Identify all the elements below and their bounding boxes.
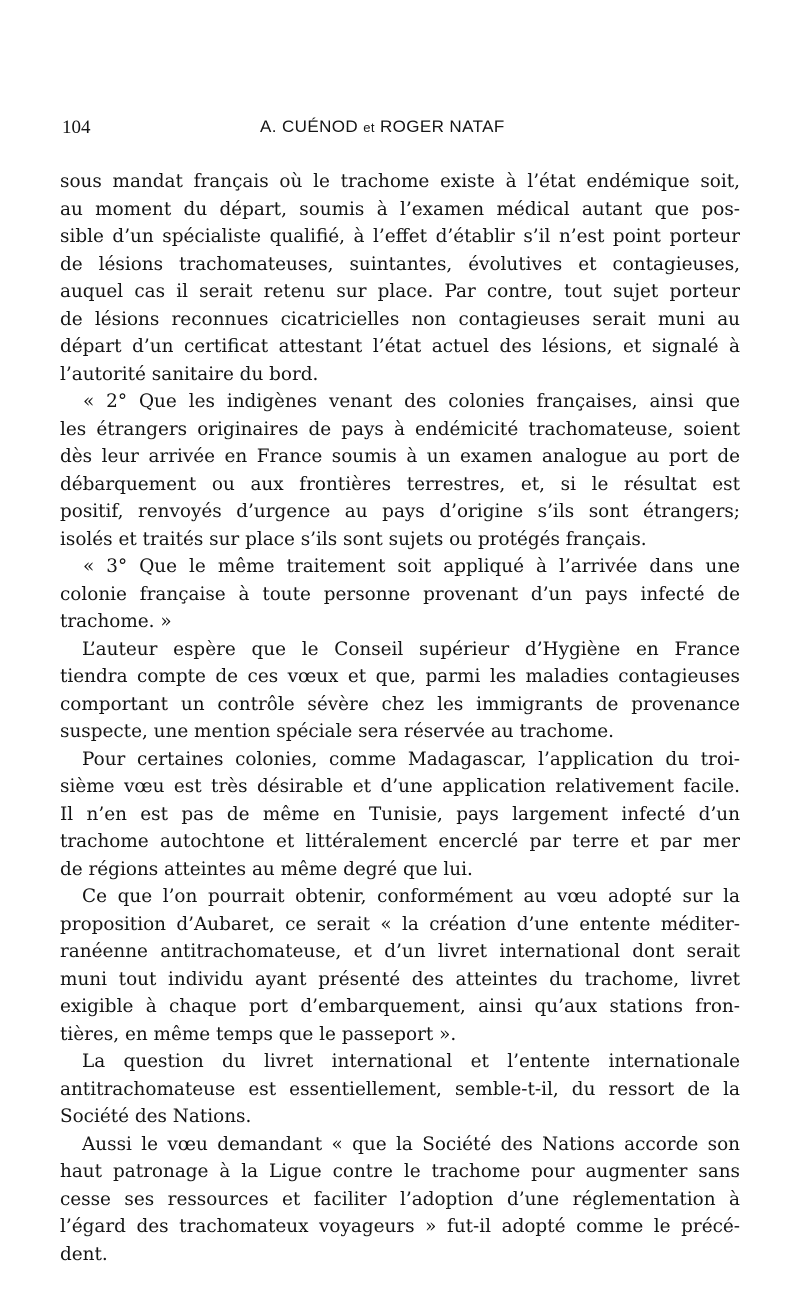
text-line: « 3° Que le même traitement soit appliqué à l’arrivée dans une [83, 556, 740, 577]
running-title-authors-1: A. CUÉNOD [260, 117, 359, 136]
text-line: haut patronage à la Ligue contre le trachome pour augmenter sans [60, 1161, 740, 1182]
running-title [260, 117, 505, 137]
text-line: ranéenne antitrachomateuse, et d’un livret international dont serait [60, 941, 740, 962]
text-line: départ d’un certificat attestant l’état actuel des lésions, et signalé à [60, 336, 740, 357]
text-line: Société des Nations. [60, 1106, 252, 1127]
text-line: dent. [60, 1243, 108, 1265]
text-line: les étrangers originaires de pays à endémicité trachomateuse, soient [60, 418, 740, 440]
text-line: trachome autochtone et littéralement encerclé par terre et par mer [60, 831, 740, 852]
text-line: L’auteur espère que le Conseil supérieur d’Hygiène en France [82, 638, 740, 660]
text-line: l’égard des trachomateux voyageurs » fut-il adopté comme le précé- [60, 1216, 740, 1237]
text-line: Il n’en est pas de même en Tunisie, pays largement infecté d’un [60, 803, 740, 825]
text-line: débarquement ou aux frontières terrestres, et, si le résultat est [60, 473, 740, 495]
text-line: colonie française à toute personne provenant d’un pays infecté de [60, 583, 740, 605]
text-line: Pour certaines colonies, comme Madagascar, l’application du troi- [82, 748, 740, 770]
text-line: au moment du départ, soumis à l’examen médical autant que pos- [60, 198, 740, 220]
running-head [60, 117, 740, 147]
text-line: « 2° Que les indigènes venant des colonies françaises, ainsi que [83, 391, 740, 412]
text-line: cesse ses ressources et faciliter l’adoption d’une réglementation à [60, 1188, 740, 1210]
text-line: sous mandat français où le trachome existe à l’état endémique soit, [60, 171, 740, 192]
text-line: auquel cas il serait retenu sur place. Par contre, tout sujet porteur [60, 281, 740, 302]
text-line: isolés et traités sur place s’ils sont sujets ou protégés français. [60, 528, 647, 550]
text-line: tiendra compte de ces vœux et que, parmi les maladies contagieuses [60, 666, 740, 687]
text-line: Aussi le vœu demandant « que la Société des Nations accorde son [82, 1133, 740, 1155]
text-line: positif, renvoyés d’urgence au pays d’origine s’ils sont étrangers; [60, 501, 740, 522]
text-line: sible d’un spécialiste qualifié, à l’effet d’établir s’il n’est point porteur [60, 226, 740, 247]
text-line: suspecte, une mention spéciale sera réservée au trachome. [60, 721, 615, 742]
body-text [60, 168, 740, 1268]
text-line: dès leur arrivée en France soumis à un examen analogue au port de [60, 446, 740, 467]
text-line: sième vœu est très désirable et d’une application relativement facile. [60, 776, 740, 797]
text-line: tières, en même temps que le passeport ». [60, 1023, 457, 1045]
text-line: La question du livret international et l’entente internationale [82, 1051, 740, 1072]
text-line: Ce que l’on pourrait obtenir, conformément au vœu adopté sur la [82, 886, 740, 907]
text-line: de régions atteintes au même degré que lui. [60, 858, 473, 880]
text-line: exigible à chaque port d’embarquement, ainsi qu’aux stations fron- [60, 996, 740, 1017]
page-number: 104 [62, 117, 91, 138]
text-line: l’autorité sanitaire du bord. [60, 363, 319, 385]
text-line: proposition d’Aubaret, ce serait « la création d’une entente méditer- [60, 913, 740, 935]
text-line: de lésions reconnues cicatricielles non contagieuses serait muni au [60, 308, 740, 330]
text-line: trachome. » [60, 611, 172, 632]
text-line: muni tout individu ayant présenté des atteintes du trachome, livret [60, 968, 740, 990]
running-title-connector: et [363, 120, 375, 135]
running-title-authors-2: ROGER NATAF [379, 117, 505, 136]
text-line: comportant un contrôle sévère chez les immigrants de provenance [60, 693, 740, 715]
text-line: de lésions trachomateuses, suintantes, évolutives et contagieuses, [60, 253, 740, 275]
text-line: antitrachomateuse est essentiellement, semble-t-il, du ressort de la [60, 1078, 740, 1100]
